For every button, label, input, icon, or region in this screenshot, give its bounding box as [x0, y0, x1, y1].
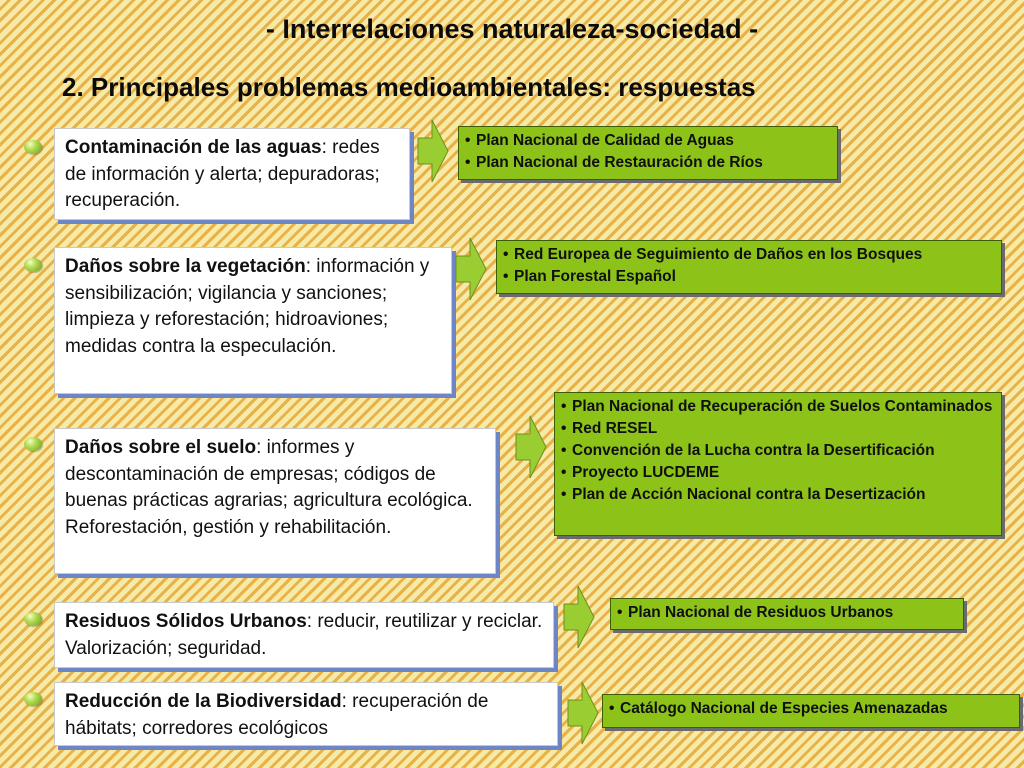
response-item: • Red RESEL	[561, 418, 995, 440]
problem-text: : información y sensibilización; vigilancia y sanciones; limpieza y reforestación; hidroaviones; medidas contra la especulación.	[65, 256, 430, 357]
response-item: • Plan Nacional de Calidad de Aguas	[465, 130, 831, 152]
response-item: • Plan de Acción Nacional contra la Desertización	[561, 484, 995, 506]
response-item: • Catálogo Nacional de Especies Amenazadas	[609, 698, 1013, 720]
response-box-water	[458, 126, 838, 180]
response-item: • Plan Nacional de Recuperación de Suelos Contaminados	[561, 396, 995, 418]
page-subtitle: 2. Principales problemas medioambientales: respuestas	[62, 72, 756, 102]
arrow-right-icon	[454, 236, 488, 302]
response-item: • Plan Nacional de Residuos Urbanos	[617, 602, 957, 624]
arrow-right-icon	[566, 680, 600, 746]
response-item: • Proyecto LUCDEME	[561, 462, 995, 484]
arrow-right-icon	[416, 118, 450, 184]
page-title: - Interrelaciones naturaleza-sociedad -	[265, 14, 759, 44]
response-box-vegetation	[496, 240, 1002, 294]
problem-text: : informes y descontaminación de empresas; códigos de buenas prácticas agrarias; agricultura ecológica.	[65, 437, 473, 511]
problem-heading: Contaminación de las aguas	[65, 137, 322, 158]
problem-heading: Residuos Sólidos Urbanos	[65, 611, 307, 632]
response-item: • Plan Forestal Español	[503, 266, 995, 288]
problem-box-biodiversity	[54, 682, 558, 746]
bullet-icon	[24, 692, 42, 706]
problem-text: : reducir, reutilizar y reciclar. Valorización; seguridad.	[65, 611, 543, 659]
problem-text: : recuperación de hábitats; corredores ecológicos	[65, 691, 489, 739]
problem-heading: Daños sobre el suelo	[65, 437, 257, 458]
problem-heading: Reducción de la Biodiversidad	[65, 691, 342, 712]
problem-text-extra: Reforestación, gestión y rehabilitación.	[65, 516, 392, 538]
problem-box-soil	[54, 428, 496, 574]
problem-text: : redes de información y alerta; depuradoras; recuperación.	[65, 137, 380, 211]
problem-heading: Daños sobre la vegetación	[65, 256, 306, 277]
response-box-soil	[554, 392, 1002, 536]
response-box-biodiversity	[602, 694, 1020, 728]
bullet-icon	[24, 140, 42, 154]
problem-box-waste	[54, 602, 554, 668]
response-item: • Plan Nacional de Restauración de Ríos	[465, 152, 831, 174]
bullet-icon	[24, 437, 42, 451]
arrow-right-icon	[514, 414, 548, 480]
bullet-icon	[24, 258, 42, 272]
problem-box-vegetation	[54, 247, 452, 394]
response-item: • Convención de la Lucha contra la Desertificación	[561, 440, 995, 462]
response-box-waste	[610, 598, 964, 630]
arrow-right-icon	[562, 584, 596, 650]
response-item: • Red Europea de Seguimiento de Daños en los Bosques	[503, 244, 995, 266]
bullet-icon	[24, 612, 42, 626]
problem-box-water	[54, 128, 410, 220]
